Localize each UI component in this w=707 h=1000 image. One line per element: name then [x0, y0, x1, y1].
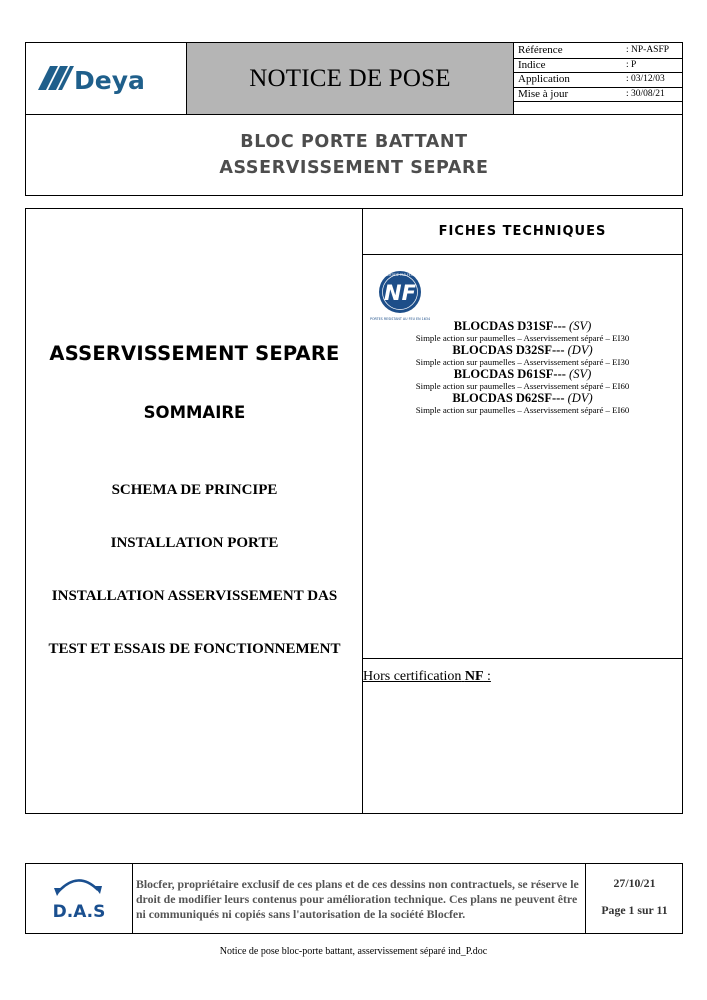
- main-content-box: [25, 208, 683, 814]
- hors-certification-nf: NF: [464, 669, 484, 684]
- subtitle-box: [25, 114, 683, 196]
- product-variant: (SV): [569, 367, 592, 381]
- indice-value: : P: [626, 59, 637, 70]
- product-variant: (DV): [567, 391, 593, 405]
- reference-row: [514, 43, 682, 59]
- nf-mark: NF: [384, 281, 416, 305]
- indice-row: [514, 58, 682, 74]
- document-header: [25, 42, 683, 115]
- nf-certification-logo: [369, 268, 431, 328]
- summary-column: [26, 209, 363, 813]
- fiches-techniques-title: FICHES TECHNIQUES: [438, 224, 607, 239]
- reference-value: : NP-ASFP: [626, 45, 670, 55]
- product-name-row: [363, 368, 682, 381]
- application-label: Application: [518, 73, 570, 85]
- mise-a-jour-value: : 30/08/21: [626, 88, 665, 99]
- mise-a-jour-label: Mise à jour: [518, 87, 569, 100]
- disclaimer-text: Blocfer, propriétaire exclusif de ces plans et de ces dessins non contractuels, se réserve le droit de modifier leurs contenus pour amélioration technique. Ces plans ne peuvent être ni communiqués ni copiés sans l'autorisation de la société Blocfer.: [136, 877, 579, 921]
- product-description: Simple action sur paumelles – Asservissement séparé – EI60: [415, 381, 630, 391]
- hors-certification-label: [363, 669, 491, 685]
- indice-label: Indice: [518, 58, 546, 71]
- reference-table: [514, 43, 682, 114]
- toc-item: INSTALLATION PORTE: [110, 535, 279, 551]
- product-variant: (DV): [567, 343, 593, 357]
- product-name: BLOCDAS D32SF---: [452, 343, 565, 357]
- toc-item: INSTALLATION ASSERVISSEMENT DAS: [51, 588, 338, 604]
- product-name: BLOCDAS D62SF---: [452, 391, 565, 405]
- subtitle-line-2: ASSERVISSEMENT SEPARE: [219, 158, 489, 178]
- subtitle-line-1: BLOC PORTE BATTANT: [240, 132, 468, 152]
- product-description: Simple action sur paumelles – Asservissement séparé – EI60: [415, 405, 630, 415]
- deya-logo: [26, 43, 187, 114]
- toc-item: SCHEMA DE PRINCIPE: [111, 482, 278, 498]
- product-name: BLOCDAS D31SF---: [453, 319, 566, 333]
- hors-certification-colon: :: [483, 669, 491, 684]
- deya-logo-mark-icon: [26, 43, 187, 114]
- page-number: Page 1 sur 11: [601, 903, 668, 917]
- product-name-row: [363, 344, 682, 357]
- document-footer: [25, 863, 683, 934]
- notice-title-cell: [187, 43, 514, 114]
- nf-arc-text: CERTIFIÉ PAR FERS: [384, 273, 416, 277]
- page-title: NOTICE DE POSE: [249, 64, 451, 92]
- reference-label: Référence: [518, 44, 563, 56]
- fiches-techniques-header: [363, 209, 682, 255]
- document-filename: Notice de pose bloc-porte battant, asservissement séparé ind_P.doc: [219, 946, 488, 957]
- date-page-cell: [585, 864, 682, 933]
- hors-certification-text: Hors certification: [363, 669, 462, 684]
- toc-item: TEST ET ESSAIS DE FONCTIONNEMENT: [48, 641, 341, 657]
- product-name-row: [363, 392, 682, 405]
- application-row: [514, 72, 682, 88]
- product-description: Simple action sur paumelles – Asservissement séparé – EI30: [415, 333, 630, 343]
- das-logo: [26, 864, 133, 933]
- product-description: Simple action sur paumelles – Asservissement séparé – EI30: [415, 357, 630, 367]
- divider: [363, 658, 682, 659]
- product-variant: (SV): [569, 319, 592, 333]
- sommaire-heading: SOMMAIRE: [143, 403, 246, 422]
- product-name-row: [363, 320, 682, 333]
- deya-logo-text: Deya: [74, 66, 145, 95]
- section-heading: ASSERVISSEMENT SEPARE: [49, 342, 340, 365]
- das-logo-icon: [26, 864, 133, 933]
- footer-date: 27/10/21: [613, 876, 656, 890]
- das-logo-text: D.A.S: [52, 902, 106, 922]
- mise-a-jour-row: [514, 87, 682, 103]
- product-name: BLOCDAS D61SF---: [453, 367, 566, 381]
- nf-caption: PORTES RESISTANT AU FEU EN 1634: [369, 317, 431, 321]
- application-value: : 03/12/03: [626, 74, 665, 84]
- nf-logo-icon: [369, 268, 431, 328]
